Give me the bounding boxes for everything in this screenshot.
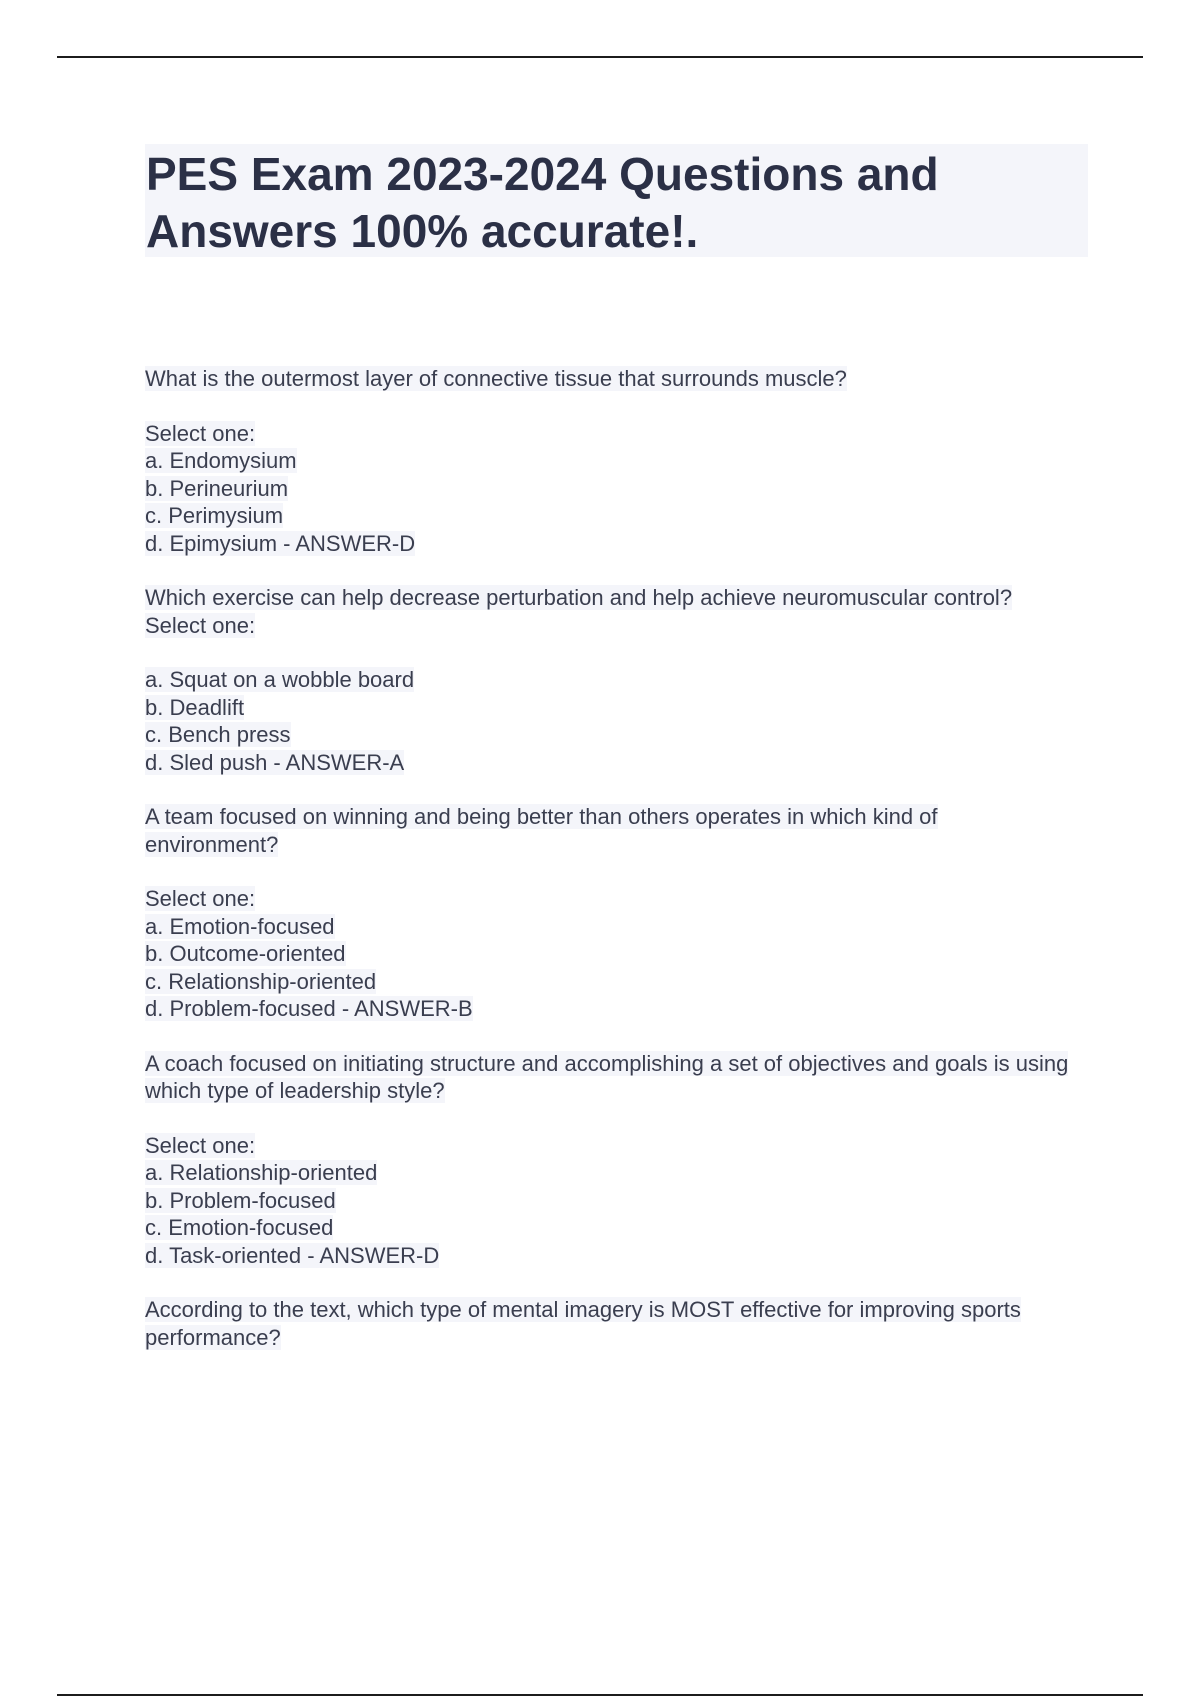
question-5	[145, 1296, 1090, 1351]
select-label: Select one:	[145, 886, 256, 911]
option-d-answer: d. Sled push - ANSWER-A	[145, 749, 405, 775]
option-b: b. Problem-focused	[145, 1187, 336, 1213]
question-list	[145, 365, 1090, 1378]
question-prompt: A coach focused on initiating structure and accomplishing a set of objectives and goals is using which type of leadership style?	[145, 1050, 1069, 1103]
question-prompt: A team focused on winning and being better than others operates in which kind of environment?	[145, 804, 938, 857]
select-label: Select one:	[145, 420, 256, 446]
bottom-rule	[57, 1694, 1143, 1696]
question-4	[145, 1050, 1090, 1270]
option-d-answer: d. Problem-focused - ANSWER-B	[145, 996, 473, 1021]
question-1	[145, 365, 1090, 557]
option-c: c. Relationship-oriented	[145, 968, 377, 994]
option-b: b. Deadlift	[145, 694, 245, 720]
option-c: c. Emotion-focused	[145, 1215, 334, 1240]
page-title: PES Exam 2023-2024 Questions and Answers 100% accurate!.	[146, 148, 939, 257]
option-a: a. Emotion-focused	[145, 913, 335, 939]
question-prompt: What is the outermost layer of connective tissue that surrounds muscle?	[145, 366, 847, 391]
question-prompt: According to the text, which type of mental imagery is MOST effective for improving sports performance?	[145, 1297, 1021, 1350]
question-2	[145, 584, 1090, 776]
option-c: c. Perimysium	[145, 503, 284, 528]
option-a: a. Squat on a wobble board	[145, 667, 415, 692]
select-label: Select one:	[145, 612, 256, 638]
option-b: b. Outcome-oriented	[145, 941, 346, 966]
question-3	[145, 803, 1090, 1023]
option-c: c. Bench press	[145, 722, 291, 747]
top-rule	[57, 56, 1143, 58]
select-label: Select one:	[145, 1132, 256, 1158]
question-prompt: Which exercise can help decrease perturbation and help achieve neuromuscular control?	[145, 585, 1013, 610]
option-b: b. Perineurium	[145, 475, 289, 501]
option-a: a. Relationship-oriented	[145, 1160, 378, 1185]
option-a: a. Endomysium	[145, 448, 297, 473]
option-d-answer: d. Task-oriented - ANSWER-D	[145, 1242, 440, 1268]
option-d-answer: d. Epimysium - ANSWER-D	[145, 530, 416, 556]
